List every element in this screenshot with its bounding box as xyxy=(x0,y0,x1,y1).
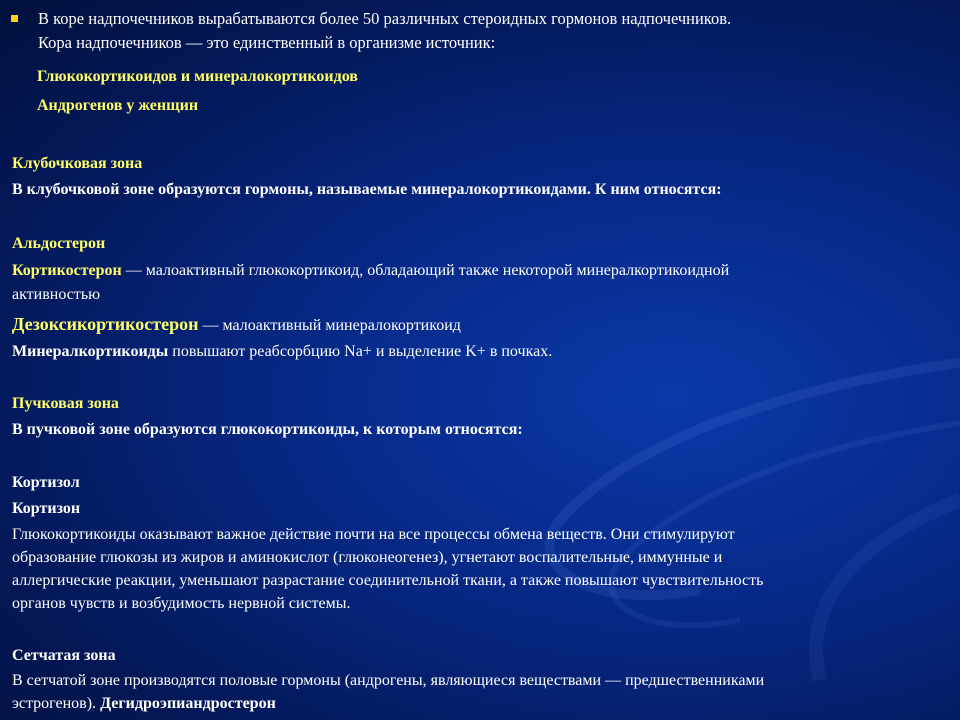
glucocorticoid-para-line: аллергические реакции, уменьшают разрастание соединительной ткани, а также повышают чувствительность xyxy=(12,572,764,589)
corticosterone-desc-cont: активностью xyxy=(12,286,101,303)
item-cortisol: Кортизол xyxy=(12,474,80,491)
deoxycorticosterone-desc: — малоактивный минералокортикоид xyxy=(198,317,461,334)
source-item-corticoids: Глюкокортикоидов и минералокортикоидов xyxy=(37,68,358,85)
dehydroepiandrosterone: Дегидроэпиандростерон xyxy=(100,695,276,712)
zona-reticularis-line-2 xyxy=(12,694,276,714)
zona-reticularis-line-1: В сетчатой зоне производятся половые гормоны (андрогены, являющиеся веществами — предшественниками xyxy=(12,672,765,689)
mineralocorticoid-note-term: Минералкортикоиды xyxy=(12,343,169,360)
intro-line-1: В коре надпочечников вырабатываются более 50 различных стероидных гормонов надпочечников. xyxy=(38,9,732,28)
source-item-androgens: Андрогенов у женщин xyxy=(37,97,199,114)
heading-zona-reticularis: Сетчатая зона xyxy=(12,647,116,664)
item-corticosterone xyxy=(12,261,729,281)
glucocorticoid-para-line: образование глюкозы из жиров и аминокислот (глюконеогенез), угнетают воспалительные, иммунные и xyxy=(12,549,723,566)
intro-bullet xyxy=(11,15,18,22)
mineralocorticoid-note-rest: повышают реабсорбцию Na+ и выделение K+ в почках. xyxy=(168,343,553,360)
zona-reticularis-line-2-text: эстрогенов). xyxy=(12,695,101,712)
item-aldosterone: Альдостерон xyxy=(12,235,106,252)
heading-zona-glomerulosa: Клубочковая зона xyxy=(12,155,143,172)
zona-fasciculata-desc: В пучковой зоне образуются глюкокортикоиды, к которым относятся: xyxy=(12,421,523,438)
item-deoxycorticosterone xyxy=(12,314,461,336)
corticosterone-name: Кортикостерон xyxy=(12,262,122,279)
glucocorticoid-para-line: Глюкокортикоиды оказывают важное действие почти на все процессы обмена веществ. Они стимулируют xyxy=(12,526,735,543)
deoxycorticosterone-name: Дезоксикортикостерон xyxy=(12,314,199,334)
zona-glomerulosa-desc: В клубочковой зоне образуются гормоны, называемые минералокортикоидами. К ним относятся: xyxy=(12,181,722,198)
glucocorticoid-para-line: органов чувств и возбудимость нервной системы. xyxy=(12,595,351,612)
item-cortisone: Кортизон xyxy=(12,500,81,517)
heading-zona-fasciculata: Пучковая зона xyxy=(12,395,119,412)
intro-line-2: Кора надпочечников — это единственный в организме источник: xyxy=(38,33,496,52)
corticosterone-desc: — малоактивный глюкокортикоид, обладающий также некоторой минералкортикоидной xyxy=(121,262,730,279)
mineralocorticoid-note xyxy=(12,342,552,362)
